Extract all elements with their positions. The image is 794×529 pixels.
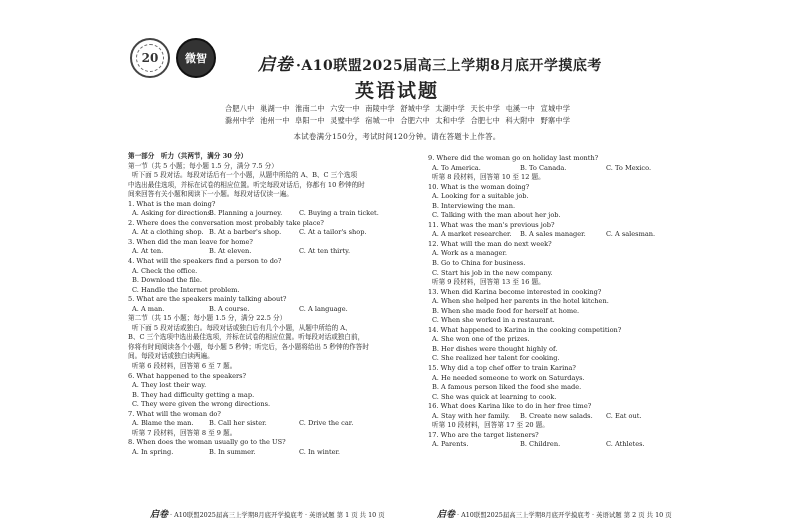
question-5: 5. What are the speakers mainly talking about? <box>128 295 287 304</box>
instruction-line: 听下面 5 段对话。每段对话后有一个小题，从题中所给的 A、B、C 三个选项 <box>132 171 358 180</box>
school-name: 宣城中学 <box>540 104 571 113</box>
option-a: A. Stay with her family. <box>432 411 510 420</box>
school-name: 六安一中 <box>330 104 360 113</box>
school-name: 池州一中 <box>260 116 290 125</box>
question-17: 17. Who are the target listeners? <box>428 430 539 439</box>
publisher-logo: 微智 <box>176 38 216 78</box>
footer-text: · A10联盟2025届高三上学期8月底开学摸底考 · 英语试题 第 2 页 共 10 页 <box>457 511 672 519</box>
alliance-logo <box>130 38 170 78</box>
exam-title-line <box>258 50 602 75</box>
option-b: B. Call her sister. <box>209 419 267 428</box>
option-b: B. They had difficulty getting a map. <box>132 390 255 399</box>
school-name: 宿城一中 <box>365 116 395 125</box>
option-a: A. At ten. <box>132 247 164 256</box>
option-a: A. In spring. <box>132 447 174 456</box>
option-b: B. Create new salads. <box>520 411 593 420</box>
question-16-options <box>428 412 678 422</box>
school-name: 野寨中学 <box>540 116 571 125</box>
listening-prompt: 听第 9 段材料，回答第 13 至 16 题。 <box>432 278 545 287</box>
question-14: 14. What happened to Karina in the cooking competition? <box>428 325 622 334</box>
exam-notice: 本试卷满分150分，考试时间120分钟。请在答题卡上作答。 <box>293 132 501 141</box>
option-b: B. A famous person liked the food she made. <box>432 383 582 392</box>
brand-mark: 启卷 <box>437 510 456 520</box>
page-footer-right <box>437 507 672 520</box>
school-name: 合肥七中 <box>470 116 500 125</box>
option-c: C. A salesman. <box>606 230 656 239</box>
section-title: 第二节（共 15 小题；每小题 1.5 分，满分 22.5 分） <box>128 314 287 323</box>
question-12: 12. What will the man do next week? <box>428 239 552 248</box>
option-b: B. When she made food for herself at home. <box>432 306 580 315</box>
question-2: 2. Where does the conversation most probably take place? <box>128 218 324 227</box>
option-a: A. At a clothing shop. <box>132 228 204 237</box>
school-name: 阜阳一中 <box>295 116 325 125</box>
brand-mark: 启卷 <box>150 510 169 520</box>
school-name: 天长中学 <box>470 104 500 113</box>
option-a: A. They lost their way. <box>132 381 207 390</box>
option-b: B. At eleven. <box>209 247 252 256</box>
option-b: B. Download the file. <box>132 276 202 285</box>
question-9: 9. Where did the woman go on holiday last month? <box>428 154 599 162</box>
question-1: 1. What is the man doing? <box>128 199 216 208</box>
question-3: 3. When did the man leave for home? <box>128 237 253 246</box>
option-c: C. Eat out. <box>606 411 642 420</box>
school-name: 合肥八中 <box>225 104 255 113</box>
listening-prompt: 听第 6 段材料，回答第 6 至 7 题。 <box>132 362 237 371</box>
school-name: 科大附中 <box>505 116 536 125</box>
question-1-options <box>128 209 418 219</box>
right-column <box>428 154 678 450</box>
option-a: A. Asking for directions. <box>132 209 213 218</box>
option-b: B. A sales manager. <box>520 230 586 239</box>
option-b: B. Interviewing the man. <box>432 201 516 210</box>
option-c: C. To Mexico. <box>606 163 652 172</box>
page-footer-left <box>150 507 385 520</box>
question-11: 11. What was the man's previous job? <box>428 220 555 229</box>
question-13: 13. When did Karina become interested in cooking? <box>428 287 602 296</box>
option-c: C. She realized her talent for cooking. <box>432 354 560 363</box>
option-c: C. Drive the car. <box>299 419 354 428</box>
school-name: 巢湖一中 <box>260 104 290 113</box>
instruction-line: 间。每段对话或独白读两遍。 <box>128 352 214 361</box>
question-16: 16. What does Karina like to do in her free time? <box>428 402 592 411</box>
question-2-options <box>128 228 418 238</box>
question-17-options <box>428 440 678 450</box>
listening-prompt: 听第 8 段材料，回答第 10 至 12 题。 <box>432 173 545 182</box>
question-7: 7. What will the woman do? <box>128 409 221 418</box>
school-name: 灵璧中学 <box>330 116 360 125</box>
option-a: A. When she helped her parents in the hotel kitchen. <box>432 297 609 306</box>
exam-title: ·A10联盟2025届高三上学期8月底开学摸底考 <box>296 58 602 74</box>
alliance-logo-number: 20 <box>136 44 164 72</box>
exam-header <box>0 0 794 145</box>
option-a: A. Looking for a suitable job. <box>432 192 529 201</box>
left-column <box>128 152 418 458</box>
question-7-options <box>128 419 418 429</box>
option-c: C. They were given the wrong directions. <box>132 400 271 409</box>
question-5-options <box>128 305 418 315</box>
option-b: B. At a barber's shop. <box>209 228 282 237</box>
school-name: 屯溪一中 <box>505 104 536 113</box>
part-title: 第一部分 听力（共两节，满分 30 分） <box>128 152 248 160</box>
option-c: C. In winter. <box>299 447 341 456</box>
school-list-row-2 <box>225 116 576 126</box>
option-a: A. He needed someone to work on Saturdays. <box>432 373 585 382</box>
instruction-line: 听下面 5 段对话或独白。每段对话或独白后有几个小题，从题中所给的 A、 <box>132 323 352 332</box>
option-a: A. To America. <box>432 163 481 172</box>
footer-text: · A10联盟2025届高三上学期8月底开学摸底考 · 英语试题 第 1 页 共 10 页 <box>170 511 385 519</box>
question-10: 10. What is the woman doing? <box>428 182 530 191</box>
school-name: 舒城中学 <box>400 104 430 113</box>
option-c: C. When she worked in a restaurant. <box>432 316 555 325</box>
option-a: A. Blame the man. <box>132 419 194 428</box>
listening-prompt: 听第 10 段材料，回答第 17 至 20 题。 <box>432 421 549 430</box>
option-c: C. Talking with the man about her job. <box>432 211 561 220</box>
option-b: B. Go to China for business. <box>432 259 526 268</box>
option-a: A. A man. <box>132 304 165 313</box>
option-a: A. Parents. <box>432 440 469 449</box>
option-b: B. Planning a journey. <box>209 209 283 218</box>
option-c: C. Buying a train ticket. <box>299 209 379 218</box>
option-b: B. A course. <box>209 304 250 313</box>
section-title: 第一节（共 5 小题；每小题 1.5 分，满分 7.5 分） <box>128 161 278 170</box>
option-c: C. A language. <box>299 304 348 313</box>
school-name: 太和中学 <box>435 116 465 125</box>
option-b: B. In summer. <box>209 447 256 456</box>
option-a: A. Work as a manager. <box>432 249 507 258</box>
option-a: A. She won one of the prizes. <box>432 335 530 344</box>
school-name: 太湖中学 <box>435 104 465 113</box>
instruction-line: 中选出最佳选项，并标在试卷的相应位置。听完每段对话后，你都有 10 秒钟的时 <box>128 180 365 189</box>
question-4: 4. What will the speakers find a person to do? <box>128 257 282 266</box>
option-b: B. Her dishes were thought highly of. <box>432 344 558 353</box>
option-c: C. At a tailor's shop. <box>299 228 367 237</box>
question-15: 15. Why did a top chef offer to train Karina? <box>428 364 576 373</box>
option-a: A. A market researcher. <box>432 230 512 239</box>
listening-prompt: 听第 7 段材料，回答第 8 至 9 题。 <box>132 428 237 437</box>
option-b: B. Children. <box>520 440 561 449</box>
question-6: 6. What happened to the speakers? <box>128 371 247 380</box>
option-c: C. At ten thirty. <box>299 247 351 256</box>
school-list-row-1 <box>225 104 576 114</box>
option-b: B. To Canada. <box>520 163 567 172</box>
instruction-line: 你将有时间阅读各个小题，每小题 5 秒钟；听完后，各小题将给出 5 秒钟的作答时 <box>128 342 369 351</box>
instruction-line: 间来回答有关小题和阅读下一小题。每段对话仅读一遍。 <box>128 190 293 199</box>
option-a: A. Check the office. <box>132 266 198 275</box>
option-c: C. Handle the Internet problem. <box>132 285 240 294</box>
brand-mark: 启卷 <box>258 55 293 75</box>
question-8: 8. When does the woman usually go to the US? <box>128 438 286 447</box>
option-c: C. Start his job in the new company. <box>432 268 553 277</box>
school-name: 滁州中学 <box>225 116 255 125</box>
option-c: C. Athletes. <box>606 440 645 449</box>
question-9-options <box>428 164 678 174</box>
question-11-options <box>428 230 678 240</box>
question-3-options <box>128 247 418 257</box>
school-name: 南陵中学 <box>365 104 395 113</box>
option-c: C. She was quick at learning to cook. <box>432 392 557 401</box>
school-name: 合肥六中 <box>400 116 430 125</box>
question-8-options <box>128 448 418 458</box>
instruction-line: B、C 三个选项中选出最佳选项，并标在试卷的相应位置。听每段对话或独白前， <box>128 333 365 342</box>
school-name: 淮南二中 <box>295 104 325 113</box>
subject-title: 英语试题 <box>354 80 439 102</box>
